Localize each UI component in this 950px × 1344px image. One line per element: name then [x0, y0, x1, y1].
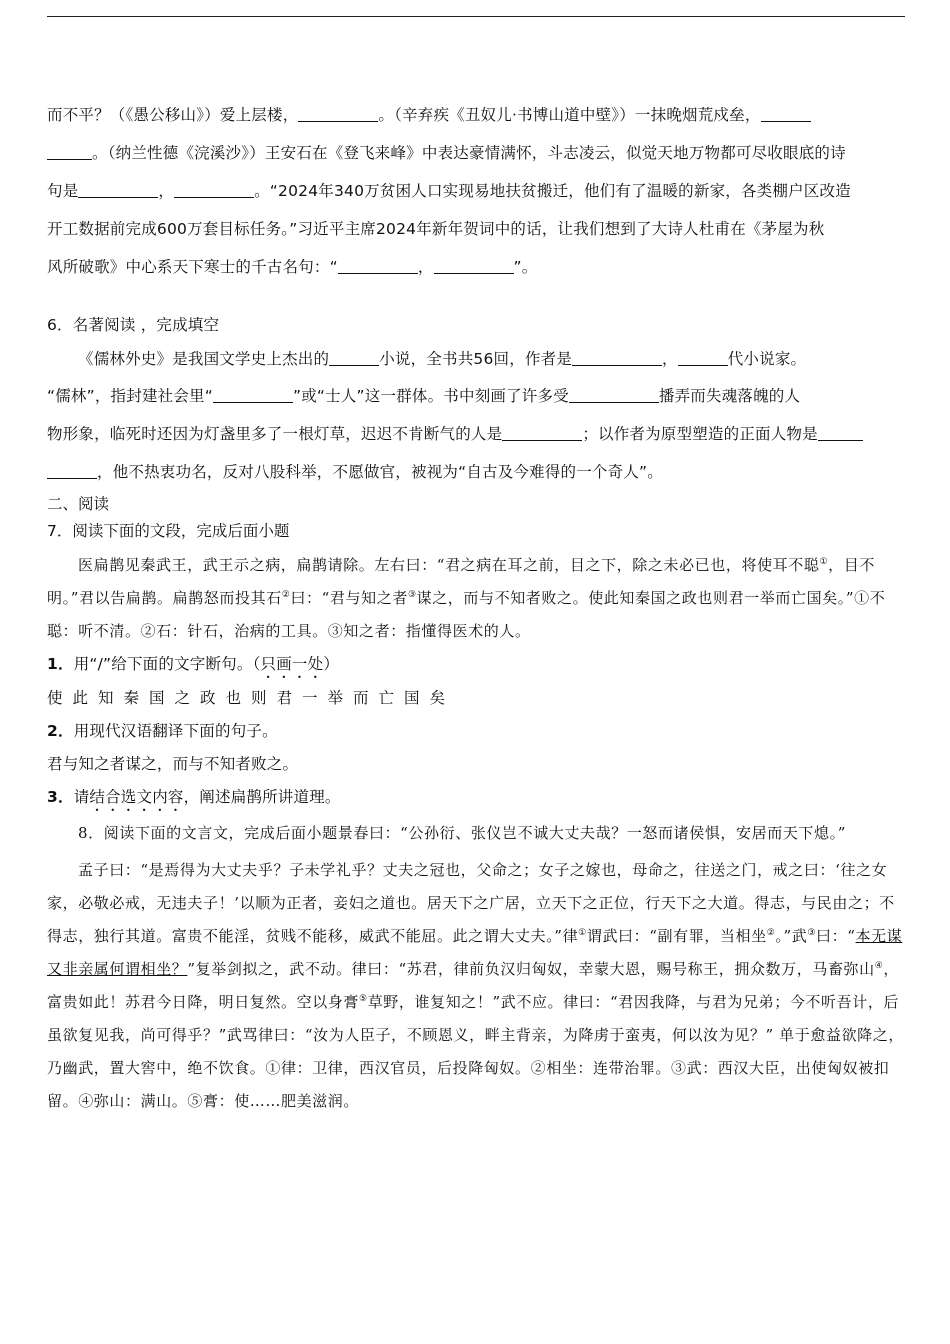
- q6-text: ”或“士人”这一群体。书中刻画了许多受: [293, 387, 569, 405]
- answer-blank[interactable]: [298, 105, 378, 122]
- answer-blank[interactable]: [761, 105, 811, 122]
- q7-sub1-text: 使此知秦国之政也则君一举而亡国矣: [47, 689, 456, 707]
- q7-text: 用“/”给下面的文字断句。（: [73, 655, 261, 673]
- q8-text: 孟子曰：“是焉得为大丈夫乎？子未学礼乎？丈夫之冠也，父命之；女子之嫁也，母命之，往送之门，戒之曰：‘往之女家，必敬必戒，无违夫子！’以顺为正者，妾妇之道也。居天下之广居，立天下之正位，行天下之大道。得志，与民由之；不得志，独行其道。富贵不能淫，贫贱不能移，威武不能屈。此之谓大丈夫。”律: [47, 861, 895, 945]
- q7-sub2: [47, 715, 905, 748]
- q7-sub2-text: 君与知之者谋之，而与不知者败之。: [47, 755, 299, 773]
- q6-title: 6．名著阅读 ，完成填空: [47, 316, 220, 334]
- answer-blank[interactable]: [502, 424, 582, 441]
- q5-text: ，: [417, 258, 434, 276]
- q6-text: 小说，全书共56回，作者是: [379, 350, 573, 368]
- q7-sub1: [47, 648, 905, 682]
- q6-paragraph: [47, 340, 905, 378]
- q7-text: 医扁鹊见秦武王，武王示之病，扁鹊请除。左右曰：“君之病在耳之前，目之下，除之未必已也，将使耳不聪: [78, 556, 820, 574]
- answer-blank[interactable]: [569, 386, 659, 403]
- q7-text: ，目不明。”君以告扁鹊。扁鹊怒而投其石: [47, 556, 875, 607]
- section-heading: 二、阅读: [47, 495, 110, 513]
- q8-intro: 8．阅读下面的文言文，完成后面小题景春曰：“公孙衍、张仪岂不诚大丈夫哉？一怒而诸侯惧，安居而天下熄。”: [78, 824, 846, 842]
- underlined-sentence: 本无谋又非亲属何谓相坐？: [47, 927, 903, 978]
- q5-text: 开工数据前完成600万套目标任务。”习近平主席2024年新年贺词中的话，让我们想到了大诗人杜甫在《茅屋为秋: [47, 220, 825, 238]
- answer-blank[interactable]: [329, 349, 379, 366]
- q5-text: 而不平？（《愚公移山》）爱上层楼，: [47, 106, 299, 124]
- q8-passage: [47, 854, 905, 1118]
- q5-text: 。（辛弃疾《丑奴儿·书博山道中壁》）一抹晚烟荒戍垒，: [378, 106, 761, 124]
- q8-text: ”复举剑拟之，武不动。律曰：“苏君，律前负汉归匈奴，幸蒙大恩，赐号称王，拥众数万，马畜弥山: [187, 960, 875, 978]
- answer-blank[interactable]: [818, 424, 863, 441]
- sub-number: 1．: [47, 655, 74, 673]
- answer-blank[interactable]: [174, 181, 254, 198]
- footnote-mark: ②: [281, 590, 291, 600]
- q7-passage: [47, 549, 905, 648]
- footnote-mark: ①: [819, 557, 829, 567]
- header-rule: [47, 16, 905, 17]
- emphasis-text: 只画一处: [260, 655, 324, 673]
- q6-text: ，: [662, 350, 678, 368]
- document-page: [47, 96, 905, 1118]
- q8-text: 曰：“: [816, 927, 856, 945]
- answer-blank[interactable]: [338, 257, 418, 274]
- q5-text: 句是: [47, 182, 79, 200]
- q7-text: 曰：“君与知之者: [290, 589, 408, 607]
- q6-text: 物形象，临死时还因为灯盏里多了一根灯草，迟迟不肯断气的人是: [47, 425, 503, 443]
- q8-text: 。”武: [775, 927, 808, 945]
- q6-text: 《儒林外史》是我国文学史上杰出的: [78, 350, 330, 368]
- answer-blank[interactable]: [678, 349, 728, 366]
- sub-number: 2．: [47, 722, 74, 740]
- q7-text: 谋之，而与不知者败之。使此知秦国之政也则君一举而亡国矣。”①不聪：听不清。②石：针石，治病的工具。③知之者：指懂得医术的人。: [47, 589, 886, 640]
- footnote-mark: ④: [874, 961, 884, 971]
- q5-paragraph: [47, 96, 905, 286]
- footnote-mark: ①: [578, 928, 587, 938]
- q8-text: 谓武曰：“副有罪，当相坐: [586, 927, 767, 945]
- q5-text: 风所破歌》中心系天下寒士的千古名句：“: [47, 258, 338, 276]
- answer-blank[interactable]: [434, 257, 514, 274]
- footnote-mark: ⑤: [359, 994, 368, 1004]
- q8-text: ，富贵如此！苏君今日降，明日复然。空以身膏: [47, 960, 900, 1011]
- answer-blank[interactable]: [572, 349, 662, 366]
- q6-text: ，他不热衷功名，反对八股科举，不愿做官，被视为“自古及今难得的一个奇人”。: [97, 463, 663, 481]
- q6-text: “儒林”，指封建社会里“: [47, 387, 213, 405]
- answer-blank[interactable]: [47, 462, 97, 479]
- answer-blank[interactable]: [78, 181, 158, 198]
- q7-sub3: [47, 781, 905, 815]
- q5-text: 。“2024年340万贫困人口实现易地扶贫搬迁，他们有了温暖的新家，各类棚户区改造: [254, 182, 851, 200]
- q6-text: 播弄而失魂落魄的人: [658, 387, 801, 405]
- q6-paragraph-cont: [47, 377, 905, 491]
- q8-text: 草野，谁复知之！”武不应。律曰：“君因我降，与君为兄弟；今不听吾计，后虽欲复见我，尚可得乎？”武骂律曰：“汝为人臣子，不顾恩义，畔主背亲，为降虏于蛮夷，何以汝为见？” 单于愈益欲降之，乃幽武，置大窖中，绝不饮食。①律：卫律，西汉官员，后投降匈奴。②相坐：连带治罪。③武：西汉大臣，出使匈奴被扣留。④弥山：满山。⑤膏：使……肥美滋润。: [47, 993, 904, 1110]
- answer-blank[interactable]: [213, 386, 293, 403]
- q7-text: 用现代汉语翻译下面的句子。: [73, 722, 278, 740]
- q7-text: ）: [323, 655, 340, 673]
- answer-blank[interactable]: [47, 143, 92, 160]
- footnote-mark: ②: [766, 928, 776, 938]
- q5-text: ，: [158, 182, 175, 200]
- q7-text: 请: [73, 788, 90, 806]
- q7-title: 7．阅读下面的文段，完成后面小题: [47, 522, 290, 540]
- footnote-mark: ③: [807, 928, 817, 938]
- q6-text: 代小说家。: [727, 350, 807, 368]
- q5-text: 。（纳兰性德《浣溪沙》）王安石在《登飞来峰》中表达豪情满怀，斗志凌云，似觉天地万物都可尽收眼底的诗: [92, 144, 846, 162]
- q6-text: ；以作者为原型塑造的正面人物是: [582, 425, 818, 443]
- sub-number: 3．: [47, 788, 74, 806]
- q5-text: ”。: [513, 258, 538, 276]
- emphasis-text: 结合选文内容: [89, 788, 184, 806]
- q7-text: ，阐述扁鹊所讲道理。: [183, 788, 341, 806]
- footnote-mark: ③: [407, 590, 417, 600]
